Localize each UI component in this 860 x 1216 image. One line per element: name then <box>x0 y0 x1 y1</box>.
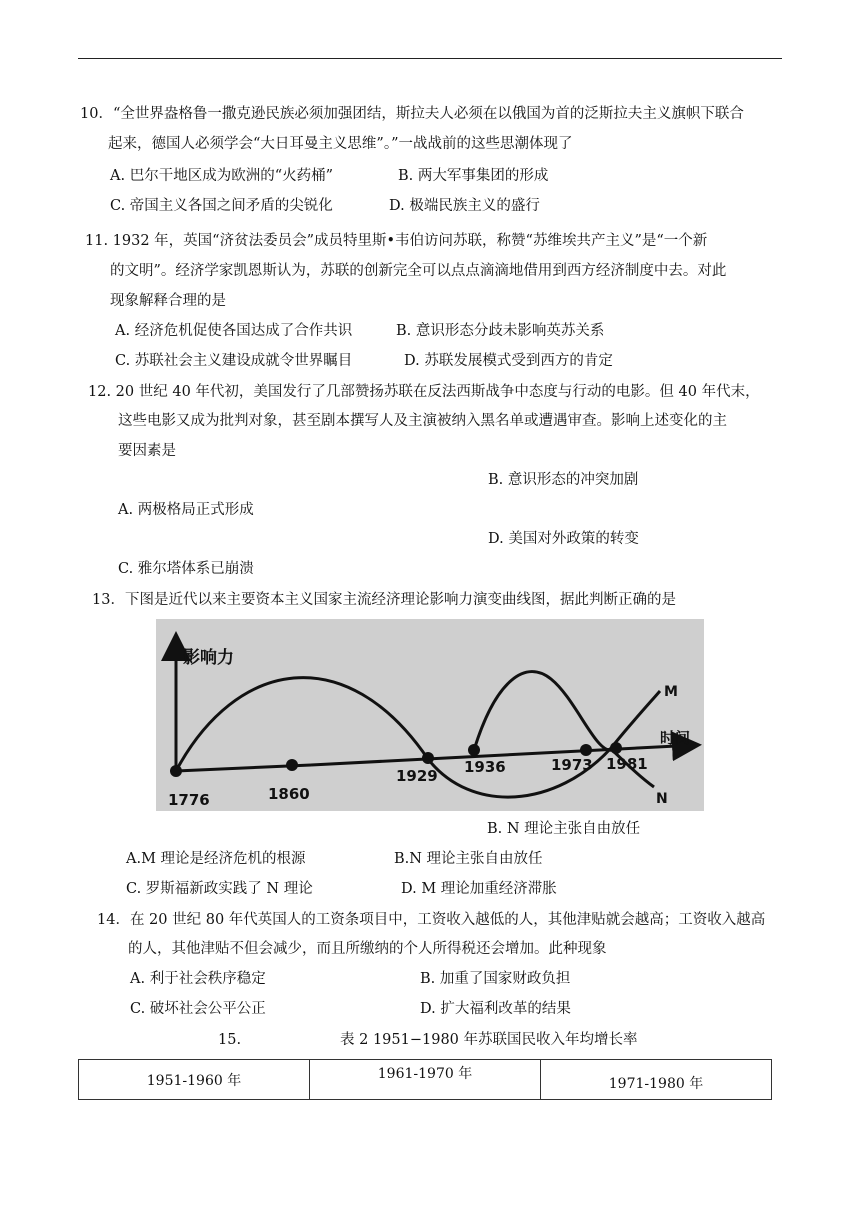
year-label-1973: 1973 <box>551 756 593 774</box>
q13-option-d[interactable]: D. M 理论加重经济滞胀 <box>401 881 557 897</box>
q11-option-a[interactable]: A. 经济危机促使各国达成了合作共识 <box>115 323 353 339</box>
curve-n-label: N <box>656 791 668 807</box>
q12-option-d[interactable]: D. 美国对外政策的转变 <box>488 531 639 547</box>
q13-option-b[interactable]: B.N 理论主张自由放任 <box>394 851 543 867</box>
point-1776 <box>170 765 182 777</box>
x-axis-label: 时间 <box>660 729 691 747</box>
q10-option-d[interactable]: D. 极端民族主义的盛行 <box>389 198 540 214</box>
q12-option-a[interactable]: A. 两极格局正式形成 <box>118 502 254 518</box>
q13-stem: 13．下图是近代以来主要资本主义国家主流经济理论影响力演变曲线图，据此判断正确的是 <box>92 592 676 608</box>
table-header-cell: 1971-1980 年 <box>541 1060 772 1100</box>
economic-theory-influence-figure <box>156 619 704 811</box>
q11-option-b[interactable]: B. 意识形态分歧未影响英苏关系 <box>396 323 605 339</box>
point-1981 <box>610 742 622 754</box>
q10-option-c[interactable]: C. 帝国主义各国之间矛盾的尖锐化 <box>110 198 333 214</box>
q11-option-c[interactable]: C. 苏联社会主义建设成就令世界瞩目 <box>115 353 353 369</box>
q10-option-a[interactable]: A. 巴尔干地区成为欧洲的“火药桶” <box>110 168 334 184</box>
q11-stem-line1: 11. 1932 年，英国“济贫法委员会”成员特里斯•韦伯访问苏联，称赞“苏维埃共产主义”是“一个新 <box>85 233 708 249</box>
q14-stem-line2: 的人，其他津贴不但会减少，而且所缴纳的个人所得税还会增加。此种现象 <box>128 941 607 957</box>
q14-option-c[interactable]: C. 破坏社会公平公正 <box>130 1001 266 1017</box>
year-label-1860: 1860 <box>268 785 310 803</box>
q13-option-c[interactable]: C. 罗斯福新政实践了 N 理论 <box>126 881 313 897</box>
q12-stem-line2: 这些电影又成为批判对象，甚至剧本撰写人及主演被纳入黑名单或遭遇审查。影响上述变化的主 <box>118 413 727 429</box>
year-label-1929: 1929 <box>396 767 438 785</box>
point-1973 <box>580 744 592 756</box>
q10-stem-line2: 起来，德国人必须学会“大日耳曼主义思维”。”一战战前的这些思潮体现了 <box>108 136 573 152</box>
influence-curve-diagram <box>156 619 704 811</box>
q14-stem-line1: 14．在 20 世纪 80 年代英国人的工资条项目中，工资收入越低的人，其他津贴就会越高；工资收入越高 <box>97 912 766 928</box>
year-label-1776: 1776 <box>168 791 210 809</box>
table-row <box>79 1060 772 1100</box>
q15-number: 15. <box>218 1032 242 1048</box>
q12-option-b[interactable]: B. 意识形态的冲突加剧 <box>488 472 639 488</box>
point-1860 <box>286 759 298 771</box>
point-1936 <box>468 744 480 756</box>
q12-option-c[interactable]: C. 雅尔塔体系已崩溃 <box>118 561 254 577</box>
q14-option-b[interactable]: B. 加重了国家财政负担 <box>420 971 571 987</box>
point-1929 <box>422 752 434 764</box>
q13-option-a[interactable]: A.M 理论是经济危机的根源 <box>126 851 306 867</box>
q14-option-a[interactable]: A. 利于社会秩序稳定 <box>130 971 266 987</box>
q11-stem-line3: 现象解释合理的是 <box>110 293 226 309</box>
table-header-cell: 1951-1960 年 <box>79 1060 310 1100</box>
q12-stem-line1: 12. 20 世纪 40 年代初，美国发行了几部赞扬苏联在反法西斯战争中态度与行动的电影。但 40 年代末， <box>88 384 760 400</box>
q15-table-caption: 表 2 1951−1980 年苏联国民收入年均增长率 <box>340 1032 638 1048</box>
q15-income-growth-table <box>78 1059 772 1100</box>
header-rule <box>78 58 782 59</box>
table-header-cell: 1961-1970 年 <box>310 1060 541 1100</box>
y-axis-label: 影响力 <box>183 648 234 668</box>
curve-m-label: M <box>664 684 678 700</box>
q11-option-d[interactable]: D. 苏联发展模式受到西方的肯定 <box>404 353 613 369</box>
q10-option-b[interactable]: B. 两大军事集团的形成 <box>398 168 549 184</box>
year-label-1981: 1981 <box>606 755 648 773</box>
q12-stem-line3: 要因素是 <box>118 443 176 459</box>
q13-option-b-repeat[interactable]: B. N 理论主张自由放任 <box>487 821 641 837</box>
q14-option-d[interactable]: D. 扩大福利改革的结果 <box>420 1001 571 1017</box>
year-label-1936: 1936 <box>464 758 506 776</box>
q10-stem-line1: 10．“全世界盎格鲁一撒克逊民族必须加强团结，斯拉夫人必须在以俄国为首的泛斯拉夫主义旗帜下联合 <box>80 106 744 122</box>
q11-stem-line2: 的文明”。经济学家凯恩斯认为，苏联的创新完全可以点点滴滴地借用到西方经济制度中去。对此 <box>110 263 727 279</box>
